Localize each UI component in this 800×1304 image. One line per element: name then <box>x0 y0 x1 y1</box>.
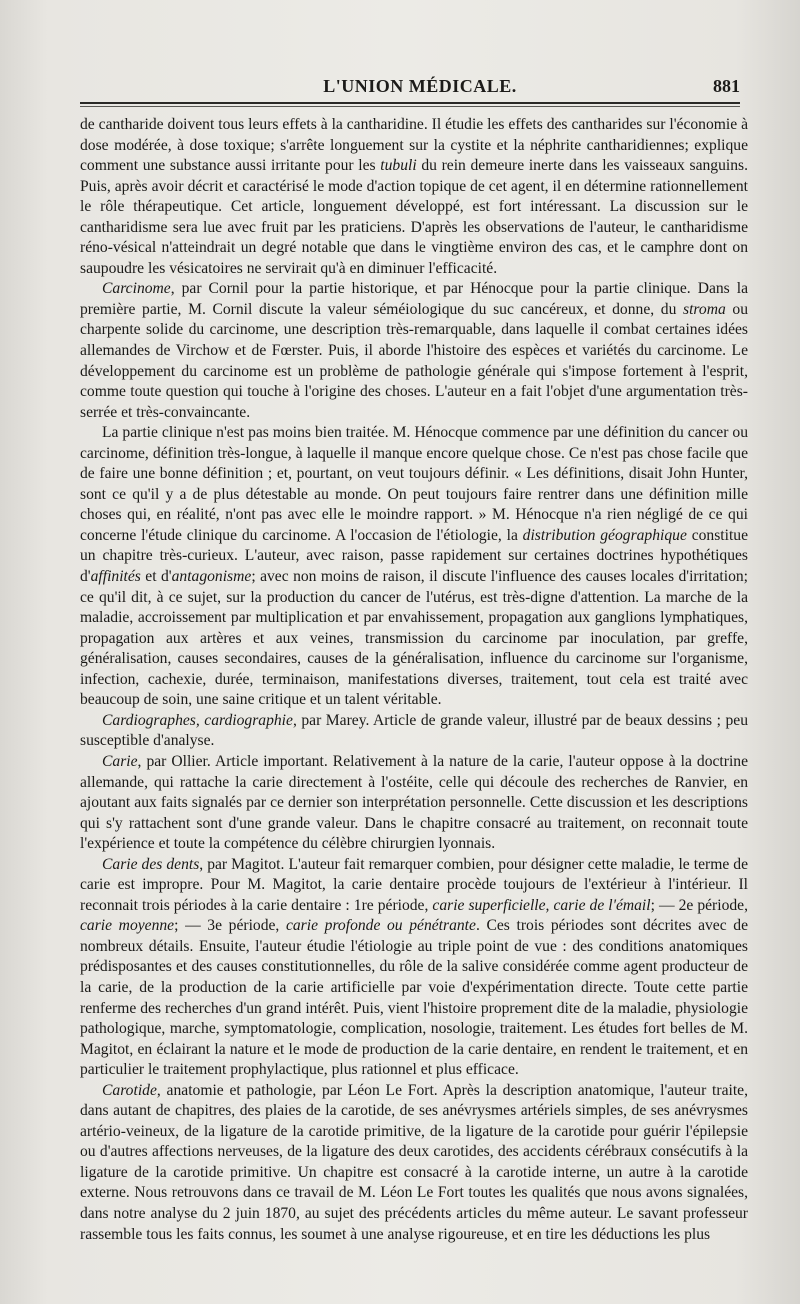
body-text <box>80 115 748 1245</box>
text-run: , par Cornil pour la partie historique, et par Hénocque pour la partie clinique. Dans la première partie, M. Cornil discute la valeur séméiologique du suc cancéreux, et donne, du <box>80 280 748 318</box>
running-title: L'UNION MÉDICALE. <box>323 76 517 96</box>
text-run: constitue un chapitre très-curieux. L'auteur, avec raison, passe rapidement sur certaines doctrines hypothétiques d' <box>80 526 748 586</box>
italic-term: Carcinome <box>102 280 171 298</box>
italic-term: carie profonde ou pénétrante <box>285 917 476 935</box>
italic-term: tubuli <box>380 157 417 175</box>
text-run: La partie clinique n'est pas moins bien traitée. M. Hénocque commence par une définition du cancer ou carcinome, définition très-longue, à laquelle il manque encore quelque chose. Ce n'est pas chose facile que de faire une bonne définition ; et, pourtant, on veut toujours définir. « Les définitions, disait John Hunter, sont ce qu'il y a de plus détestable au monde. On peut toujours faire rentrer dans une définition mille choses qui, en réalité, n'ont pas avec elle le moindre rapport. » M. Hénocque n'a rien négligé de ce qui concerne l'étude clinique du carcinome. A l'occasion de l'étiologie, la <box>80 424 748 544</box>
paragraph <box>80 1081 748 1245</box>
italic-term: Carotide <box>102 1081 157 1099</box>
italic-term: carie superficielle, carie de l'émail <box>432 896 651 914</box>
italic-term: Cardiographes, cardiographie <box>102 711 293 729</box>
text-run: et d' <box>140 568 172 586</box>
text-run: de cantharide doivent tous leurs effets à la cantharidine. Il étudie les effets des cantharides sur l'économie à dose modérée, à dose toxique; s'arrête longuement sur la cystite et la néphrite cantharidiennes; explique comment une substance aussi irritante pour les <box>80 116 748 175</box>
paragraph <box>80 855 748 1081</box>
italic-term: Carie <box>102 752 138 770</box>
italic-term: Carie des dents <box>102 855 200 873</box>
paragraph <box>80 279 748 423</box>
text-run: , par Magitot. L'auteur fait remarquer combien, pour désigner cette maladie, le terme de carie est impropre. Pour M. Magitot, la carie dentaire procède toujours de l'extérieur à l'intérieur. Il reconnait trois périodes à la carie dentaire : 1re période, <box>80 855 748 914</box>
paragraph <box>80 752 748 855</box>
text-run: du rein demeure inerte dans les vaisseaux sanguins. Puis, après avoir décrit et caractérisé le mode d'action topique de cet agent, il en détermine rationnellement le rôle thérapeutique. Cet article, longuement développé, est fort intéressant. La discussion sur le cantharidisme sera lue avec fruit par les praticiens. D'après les observations de l'auteur, le cantharidisme réno-vésical n'atteindrait un degré notable que dans le vingtième environ des cas, et le camphre dont on saupoudre les vésicatoires ne servirait qu'à en diminuer l'efficacité. <box>80 157 748 277</box>
italic-term: distribution géographique <box>522 526 687 544</box>
italic-term: carie moyenne <box>80 917 175 935</box>
paragraph <box>80 423 748 711</box>
text-run: , par Marey. Article de grande valeur, illustré par de beaux dessins ; peu susceptible d'analyse. <box>80 711 748 750</box>
text-run: ; avec non moins de raison, il discute l'influence des causes locales d'irritation; ce qu'il dit, à ce sujet, sur la production du cancer de l'utérus, est très-digne d'attention. La marche de la maladie, accroissement par multiplication et par envahissement, propagation aux ganglions lymphatiques, propagation aux artères et aux veines, transmission du carcinome par inoculation, par greffe, généralisation, causes secondaires, causes de la généralisation, influence du carcinome sur l'organisme, infection, cachexie, durée, terminaison, manifestations diverses, traitement, tout cela est traité avec beaucoup de soin, une saine critique et un talent véritable. <box>80 568 748 709</box>
header-rule-thin <box>80 106 740 107</box>
italic-term: affinités <box>90 568 141 586</box>
paragraph <box>80 711 748 752</box>
text-run: ; — 3e période, <box>174 917 286 935</box>
italic-term: stroma <box>683 300 726 318</box>
page-header <box>100 74 740 102</box>
header-rule <box>80 102 740 104</box>
page-number: 881 <box>713 76 740 96</box>
italic-term: antagonisme <box>171 568 252 586</box>
paragraph <box>80 115 748 279</box>
text-run: ; — 2e période, <box>650 896 748 914</box>
text-run: . Ces trois périodes sont décrites avec de nombreux détails. Ensuite, l'auteur étudie l'étiologie au triple point de vue : des conditions anatomiques prédisposantes et des causes constitutionnelles, du rôle de la salive considérée comme agent producteur de la carie, de la production de la carie artificielle par voie d'expérimentation directe. Toute cette partie renferme des recherches d'un grand intérêt. Puis, vient l'histoire proprement dite de la maladie, physiologie pathologique, marche, symptomatologie, complication, nosologie, traitement. Les études fort belles de M. Magitot, en éclairant la nature et le mode de production de la carie dentaire, en rendent le traitement, et en particulier le traitement prophylactique, plus rationnel et plus efficace. <box>80 917 749 1079</box>
text-run: , anatomie et pathologie, par Léon Le Fort. Après la description anatomique, l'auteur traite, dans autant de chapitres, des plaies de la carotide, de ses anévrysmes artériels simples, de ses anévrysmes artério-veineux, de la ligature de la carotide primitive, de la ligature de la carotide pour guérir l'épilepsie ou d'autres affections nerveuses, de la ligature des deux carotides, des accidents cérébraux consécutifs à la ligature de la carotide primitive. Un chapitre est consacré à la carotide interne, un autre à la carotide externe. Nous retrouvons dans ce travail de M. Léon Le Fort toutes les qualités que nous avons signalées, dans notre analyse du 2 juin 1870, au sujet des précédents articles du même auteur. Le savant professeur rassemble tous les faits connus, les soumet à une analyse rigoureuse, et en tire les déductions les plus <box>80 1081 748 1243</box>
text-run: ou charpente solide du carcinome, une description très-remarquable, dans laquelle il combat certaines idées allemandes de Virchow et de Fœrster. Puis, il aborde l'histoire des espèces et variétés du carcinome. Le développement du carcinome est un problème de pathologie générale qui s'impose fortement à l'esprit, comme toute question qui touche à l'origine des choses. L'auteur en a fait l'objet d'une argumentation très-serrée et très-convaincante. <box>80 300 748 421</box>
text-run: , par Ollier. Article important. Relativement à la nature de la carie, l'auteur oppose à la doctrine allemande, qui rattache la carie directement à l'ostéite, celle qui découle des recherches de Ranvier, en ajoutant aux faits signalés par ce dernier son interprétation personnelle. Cette discussion et les descriptions qui s'y rattachent sont d'une grande valeur. Dans le chapitre consacré au traitement, on reconnait toute l'expérience et toute la compétence du célèbre chirurgien lyonnais. <box>80 752 748 853</box>
